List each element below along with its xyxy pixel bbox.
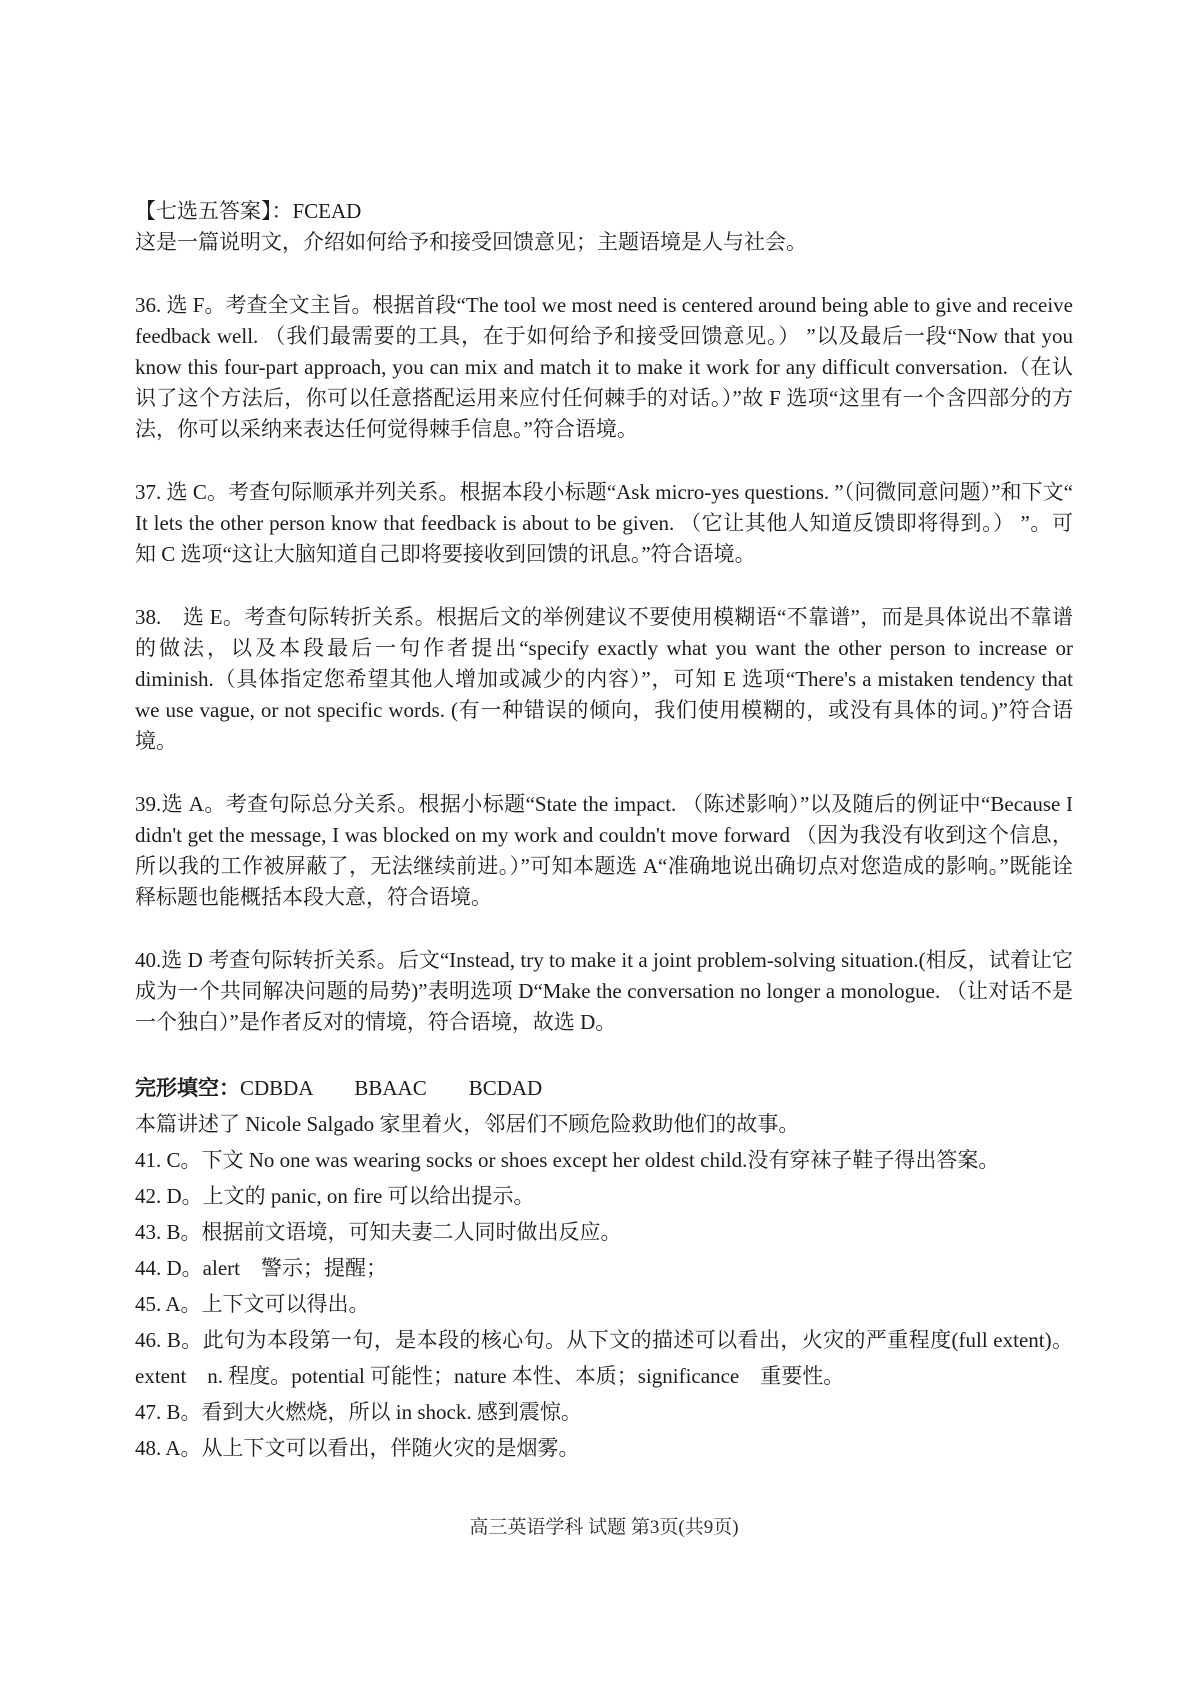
cloze-heading bbox=[135, 1070, 1073, 1106]
explanation-q36: 36. 选 F。考查全文主旨。根据首段“The tool we most need is centered around being able to give and receive feedback well. （我们最需要的工具，在于如何给予和接受回馈意见。） ”以及最后一段“Now that you know this four-part approach, you can mix and match it to make it work for any difficult conversation.（在认识了这个方法后，你可以任意搭配运用来应付任何棘手的对话。）”故 F 选项“这里有一个含四部分的方法，你可以采纳来表达任何觉得棘手信息。”符合语境。 bbox=[135, 293, 1073, 441]
cloze-heading-label: 完形填空： bbox=[135, 1076, 240, 1100]
cloze-passage-summary: 本篇讲述了 Nicole Salgado 家里着火，邻居们不顾危险救助他们的故事。 bbox=[135, 1112, 800, 1136]
explanation-q45: 45. A。上下文可以得出。 bbox=[135, 1292, 370, 1316]
explanation-q46: 46. B。此句为本段第一句，是本段的核心句。从下文的描述可以看出，火灾的严重程度(full extent)。extent n. 程度。potential 可能性；nature 本性、本质；significance 重要性。 bbox=[135, 1328, 1073, 1388]
cloze-section bbox=[135, 1070, 1073, 1466]
cloze-answer-key: CDBDA BBAAC BCDAD bbox=[240, 1076, 543, 1100]
page-number: 高三英语学科 试题 第3页(共9页) bbox=[469, 1517, 739, 1538]
seven-choose-five-header bbox=[135, 196, 1073, 258]
passage-summary: 这是一篇说明文，介绍如何给予和接受回馈意见；主题语境是人与社会。 bbox=[135, 230, 807, 254]
explanation-q37: 37. 选 C。考查句际顺承并列关系。根据本段小标题“Ask micro-yes questions. ”（问微同意问题）”和下文“ It lets the other person know that feedback is about to be given. （它让其他人知道反馈即将得到。） ”。可知 C 选项“这让大脑知道自己即将要接收到回馈的讯息。”符合语境。 bbox=[135, 480, 1073, 566]
explanation-q43: 43. B。根据前文语境，可知夫妻二人同时做出反应。 bbox=[135, 1220, 622, 1244]
explanation-q39: 39.选 A。考查句际总分关系。根据小标题“State the impact. （陈述影响）”以及随后的例证中“Because I didn't get the message, I was blocked on my work and couldn't move forward （因为我没有收到这个信息，所以我的工作被屏蔽了，无法继续前进。）”可知本题选 A“准确地说出确切点对您造成的影响。”既能诠释标题也能概括本段大意，符合语境。 bbox=[135, 792, 1073, 909]
explanation-q44: 44. D。alert 警示；提醒； bbox=[135, 1256, 387, 1280]
seven-choose-five-answer-key: 【七选五答案】：FCEAD bbox=[135, 199, 362, 223]
explanation-q40: 40.选 D 考查句际转折关系。后文“Instead, try to make it a joint problem-solving situation.(相反，试着让它成为一个共同解决问题的局势)”表明选项 D“Make the conversation no longer a monologue. （让对话不是一个独白）”是作者反对的情境，符合语境，故选 D。 bbox=[135, 948, 1073, 1034]
explanation-q48: 48. A。从上下文可以看出，伴随火灾的是烟雾。 bbox=[135, 1436, 580, 1460]
page-footer bbox=[135, 1514, 1073, 1542]
explanation-q41: 41. C。下文 No one was wearing socks or shoes except her oldest child.没有穿袜子鞋子得出答案。 bbox=[135, 1148, 1000, 1172]
explanation-q38: 38. 选 E。考查句际转折关系。根据后文的举例建议不要使用模糊语“不靠谱”，而是具体说出不靠谱的做法，以及本段最后一句作者提出“specify exactly what you want the other person to increase or diminish.（具体指定您希望其他人增加或减少的内容）”，可知 E 选项“There's a mistaken tendency that we use vague, or not specific words. (有一种错误的倾向，我们使用模糊的，或没有具体的词。)”符合语境。 bbox=[135, 605, 1073, 753]
explanation-q42: 42. D。上文的 panic, on fire 可以给出提示。 bbox=[135, 1184, 535, 1208]
explanation-q47: 47. B。看到大火燃烧，所以 in shock. 感到震惊。 bbox=[135, 1400, 582, 1424]
